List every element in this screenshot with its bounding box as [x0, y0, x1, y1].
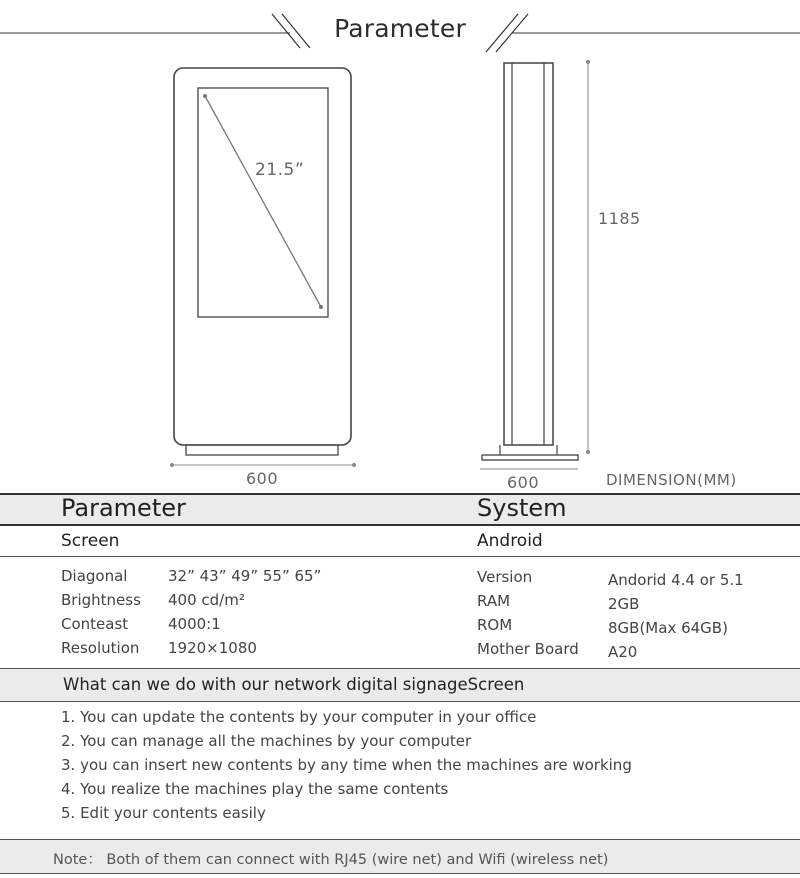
list-item: 3. you can insert new contents by any time when the machines are working [61, 756, 632, 774]
side-base [482, 455, 578, 460]
system-label-rom: ROM [477, 616, 513, 634]
system-value-ram: 2GB [608, 595, 640, 613]
system-value-rom: 8GB(Max 64GB) [608, 619, 728, 637]
system-label-version: Version [477, 568, 533, 586]
front-body [174, 68, 351, 445]
param-label-brightness: Brightness [61, 591, 141, 609]
front-base [186, 445, 338, 455]
list-item: 1. You can update the contents by your computer in your office [61, 708, 537, 726]
diagonal-end-top [203, 94, 207, 98]
param-label-contrast: Conteast [61, 615, 129, 633]
param-value-diagonal: 32” 43” 49” 55” 65” [168, 567, 322, 585]
list-item: 5. Edit your contents easily [61, 804, 266, 822]
param-label-diagonal: Diagonal [61, 567, 128, 585]
page-title: Parameter [334, 14, 466, 43]
info-title: What can we do with our network digital signageScreen [63, 675, 525, 694]
system-heading: System [477, 494, 567, 522]
param-value-brightness: 400 cd/m² [168, 591, 245, 609]
spec-divider [0, 556, 800, 557]
list-item: 2. You can manage all the machines by your computer [61, 732, 472, 750]
dimension-unit-label: DIMENSION(MM) [606, 471, 737, 489]
system-value-mother-board: A20 [608, 643, 638, 661]
side-width-label: 600 [507, 473, 540, 492]
screen-diagonal [205, 96, 321, 307]
list-item: 4. You realize the machines play the same contents [61, 780, 449, 798]
height-label: 1185 [598, 209, 641, 228]
param-label-resolution: Resolution [61, 639, 140, 657]
param-value-resolution: 1920×1080 [168, 639, 257, 657]
screen-subheading: Screen [61, 531, 120, 551]
diagonal-end-bottom [319, 305, 323, 309]
system-label-mother-board: Mother Board [477, 640, 579, 658]
note-text: Note： Both of them can connect with RJ45 (wire net) and Wifi (wireless net) [53, 852, 609, 868]
system-label-ram: RAM [477, 592, 511, 610]
system-value-version: Andorid 4.4 or 5.1 [608, 571, 744, 589]
screen-size-label: 21.5” [255, 160, 305, 180]
param-value-contrast: 4000:1 [168, 615, 221, 633]
front-width-label: 600 [246, 469, 279, 488]
parameter-heading: Parameter [61, 494, 186, 522]
side-body [504, 63, 553, 445]
android-subheading: Android [477, 531, 543, 551]
